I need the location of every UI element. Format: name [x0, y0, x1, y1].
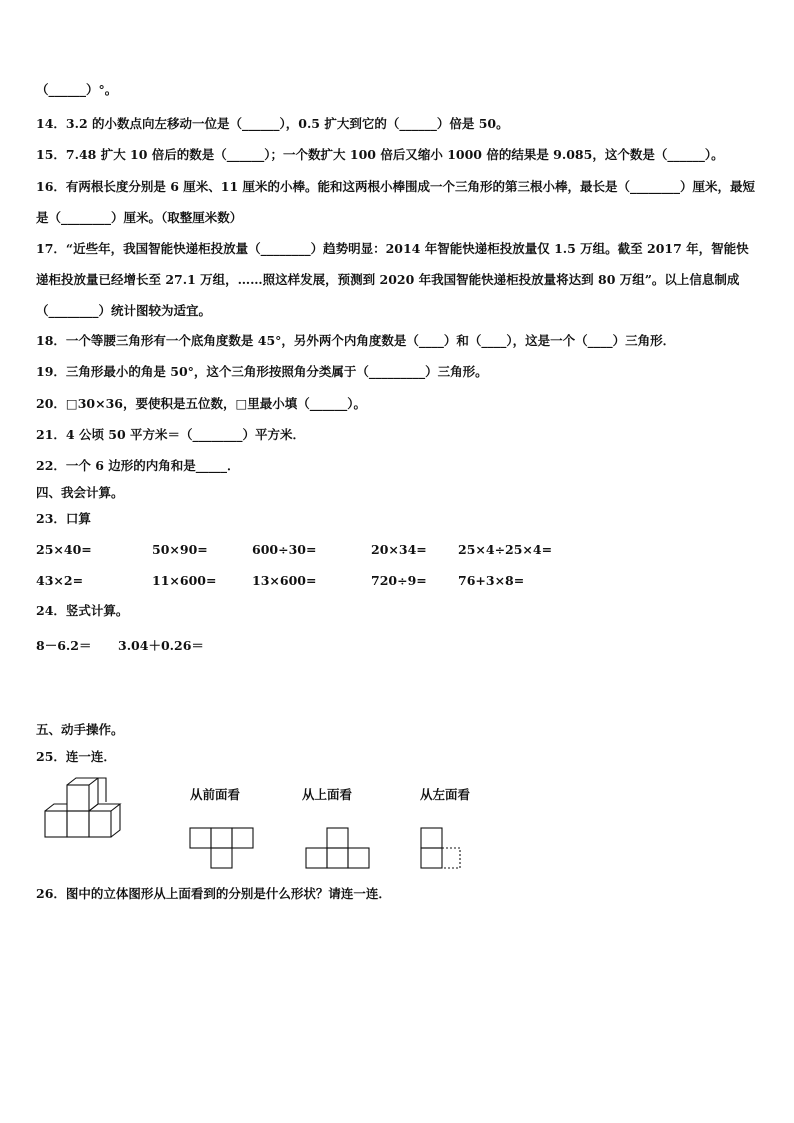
question-19: 19．三角形最小的角是 50°，这个三角形按照角分类属于（_________）三角形。: [36, 364, 488, 379]
question-18: 18．一个等腰三角形有一个底角度数是 45°，另外两个内角度数是（____）和（____），这是一个（____）三角形．: [36, 333, 676, 348]
view-label-left: 从左面看: [420, 787, 471, 802]
question-16: 16．有两根长度分别是 6 厘米、11 厘米的小棒。能和这两根小棒围成一个三角形的第三根小棒，最长是（________）厘米，最短是（________）厘米。（取整厘米数）: [36, 179, 756, 225]
section-5-heading: 五、动手操作。: [36, 722, 124, 737]
view-label-front: 从前面看: [190, 787, 241, 802]
q13-tail: （______）°。: [36, 82, 118, 97]
top-view-figure: [305, 827, 375, 871]
vertical-calc-1: 8－6.2＝: [36, 638, 92, 653]
oral-calc-r1c1: 25×40=: [36, 542, 92, 557]
left-view-figure: [420, 827, 470, 871]
view-label-top: 从上面看: [302, 787, 353, 802]
oral-calc-r1c2: 50×90=: [152, 542, 208, 557]
question-20: 20．□30×36，要使积是五位数，□里最小填（______）。: [36, 396, 367, 411]
oral-calc-r1c3: 600÷30=: [252, 542, 317, 557]
question-14: 14．3.2 的小数点向左移动一位是（______），0.5 扩大到它的（______）倍是 50。: [36, 116, 509, 131]
question-21: 21．4 公顷 50 平方米＝（________）平方米．: [36, 427, 306, 442]
question-23: 23．口算: [36, 511, 91, 526]
question-17: 17．“近些年，我国智能快递柜投放量（________）趋势明显：2014 年智能快递柜投放量仅 1.5 万组。截至 2017 年，智能快递柜投放量已经增长至 27.1 万组，……照这样发展，预测到 2020 年我国智能快递柜投放量将达到 80 万组”。以上信息制成（________）统计图较为适宜。: [36, 241, 749, 318]
question-26: 26．图中的立体图形从上面看到的分别是什么形状？请连一连．: [36, 886, 391, 901]
question-15: 15．7.48 扩大 10 倍后的数是（______）；一个数扩大 100 倍后又缩小 1000 倍的结果是 9.085，这个数是（______）。: [36, 147, 724, 162]
oral-calc-r1c4: 20×34=: [371, 542, 427, 557]
question-24: 24．竖式计算。: [36, 603, 129, 618]
oral-calc-r2c4: 720÷9=: [371, 573, 427, 588]
cube-stack-figure: [40, 776, 140, 846]
question-25: 25．连一连．: [36, 749, 116, 764]
oral-calc-r2c2: 11×600=: [152, 573, 217, 588]
vertical-calc-2: 3.04＋0.26＝: [118, 638, 204, 653]
question-22: 22．一个 6 边形的内角和是_____．: [36, 458, 240, 473]
front-view-figure: [189, 827, 259, 871]
oral-calc-r2c3: 13×600=: [252, 573, 317, 588]
oral-calc-r1c5: 25×4÷25×4=: [458, 542, 553, 557]
oral-calc-r2c5: 76+3×8=: [458, 573, 525, 588]
section-4-heading: 四、我会计算。: [36, 485, 124, 500]
oral-calc-r2c1: 43×2=: [36, 573, 84, 588]
